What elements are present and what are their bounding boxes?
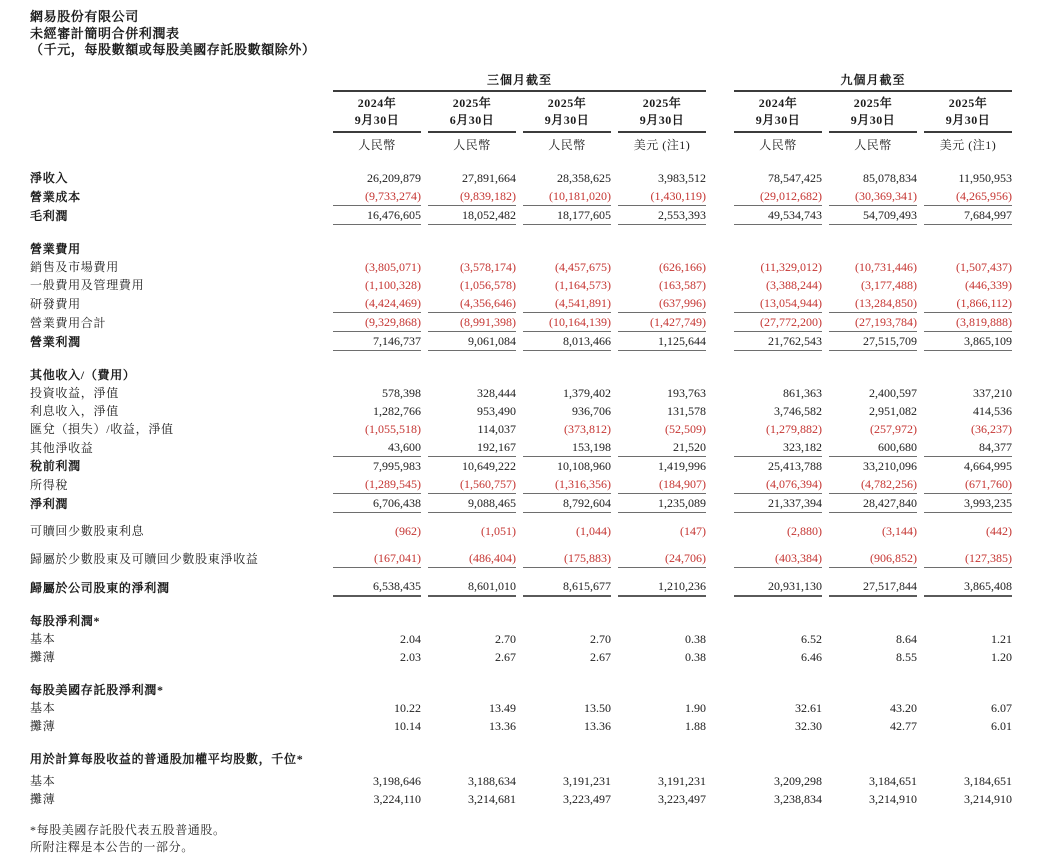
cell-value: (637,996) — [618, 294, 706, 313]
cell-value: 25,413,788 — [768, 458, 822, 473]
cell-value: 8.55 — [896, 649, 917, 664]
table-row — [30, 522, 1018, 540]
cell-value: (1,507,437) — [956, 259, 1012, 274]
section-header-row — [30, 612, 1018, 630]
row-label: 研發費用 — [30, 296, 81, 311]
cell-value: (163,587) — [659, 277, 706, 292]
currency-header: 人民幣 — [759, 137, 797, 152]
cell-value: 28,358,625 — [557, 170, 611, 185]
table-group-header-row — [30, 71, 1018, 92]
cell-value: (3,578,174) — [460, 259, 516, 274]
cell-value: 16,476,605 — [333, 206, 421, 225]
cell-value: 13.50 — [584, 700, 611, 715]
table-row — [30, 420, 1018, 438]
cell-value: 32.30 — [795, 718, 822, 733]
statement-title: 未經審計簡明合併利潤表 — [30, 25, 180, 41]
cell-value: 2.70 — [590, 631, 611, 646]
cell-value: 21,520 — [618, 438, 706, 457]
cell-value: 7,995,983 — [373, 458, 421, 473]
cell-value: (27,772,200) — [734, 313, 822, 332]
cell-value: 2,553,393 — [618, 206, 706, 225]
cell-value: 13.36 — [489, 718, 516, 733]
row-label: 營業費用 — [30, 241, 81, 256]
cell-value: 131,578 — [667, 403, 706, 418]
cell-value: (1,560,757) — [428, 475, 516, 494]
table-row — [30, 549, 1018, 568]
cell-value: 10,108,960 — [557, 458, 611, 473]
cell-value: 27,517,844 — [829, 577, 917, 597]
cell-value: 3,865,109 — [924, 332, 1012, 351]
cell-value: 6,706,438 — [333, 494, 421, 513]
cell-value: (11,329,012) — [760, 259, 822, 274]
cell-value: (1,044) — [576, 523, 611, 538]
row-label: 基本 — [30, 631, 56, 646]
cell-value: (10,164,139) — [523, 313, 611, 332]
cell-value: (13,284,850) — [829, 294, 917, 313]
cell-value: 8,013,466 — [523, 332, 611, 351]
cell-value: (52,509) — [665, 421, 706, 436]
cell-value: 6,538,435 — [333, 577, 421, 597]
column-date: 6月30日 — [449, 112, 495, 127]
row-label: 營業利潤 — [30, 334, 81, 349]
cell-value: 1.90 — [685, 700, 706, 715]
cell-value: 21,337,394 — [734, 494, 822, 513]
cell-value: 1.21 — [991, 631, 1012, 646]
table-row — [30, 276, 1018, 294]
cell-value: 1,125,644 — [618, 332, 706, 351]
cell-value: 43.20 — [890, 700, 917, 715]
cell-value: (1,055,518) — [365, 421, 421, 436]
cell-value: 2.67 — [590, 649, 611, 664]
unit-note: （千元，每股數額或每股美國存託股數額除外） — [30, 42, 316, 57]
row-label: 淨利潤 — [30, 496, 69, 511]
row-label: 投資收益，淨值 — [30, 385, 119, 400]
cell-value: (147) — [680, 523, 706, 538]
table-row — [30, 699, 1018, 717]
cell-value: 8,601,010 — [428, 577, 516, 597]
cell-value: 8,615,677 — [523, 577, 611, 597]
cell-value: (4,782,256) — [829, 475, 917, 494]
table-row — [30, 294, 1018, 313]
cell-value: 3,209,298 — [774, 773, 822, 788]
column-header — [428, 92, 516, 133]
table-row — [30, 648, 1018, 666]
cell-value: (24,706) — [618, 549, 706, 568]
cell-value: 11,950,953 — [958, 170, 1012, 185]
cell-value: (175,883) — [523, 549, 611, 568]
cell-value: 8.64 — [896, 631, 917, 646]
cell-value: (3,177,488) — [861, 277, 917, 292]
column-header — [523, 92, 611, 133]
cell-value: 2.70 — [495, 631, 516, 646]
table-row — [30, 457, 1018, 475]
cell-value: 0.38 — [685, 649, 706, 664]
cell-value: (3,144) — [882, 523, 917, 538]
cell-value: 3,214,910 — [869, 791, 917, 806]
row-label: 稅前利潤 — [30, 458, 81, 473]
table-row — [30, 187, 1018, 206]
cell-value: 3,214,681 — [468, 791, 516, 806]
cell-value: 42.77 — [890, 718, 917, 733]
cell-value: 3,223,497 — [658, 791, 706, 806]
row-label: 歸屬於公司股東的淨利潤 — [30, 580, 170, 595]
section-header-row — [30, 681, 1018, 699]
cell-value: 9,061,084 — [428, 332, 516, 351]
section-header-row — [30, 750, 1018, 768]
row-label: 營業成本 — [30, 189, 81, 204]
cell-value: 3,865,408 — [924, 577, 1012, 597]
table-column-header-row — [30, 92, 1018, 133]
cell-value: 18,052,482 — [428, 206, 516, 225]
cell-value: (8,991,398) — [428, 313, 516, 332]
cell-value: (2,880) — [787, 523, 822, 538]
cell-value: 861,363 — [783, 385, 822, 400]
cell-value: 33,210,096 — [863, 458, 917, 473]
table-header — [30, 71, 1018, 154]
row-label: 攤薄 — [30, 649, 56, 664]
cell-value: (36,237) — [971, 421, 1012, 436]
cell-value: 953,490 — [477, 403, 516, 418]
table-row — [30, 402, 1018, 420]
cell-value: (626,166) — [659, 259, 706, 274]
row-label: 其他淨收益 — [30, 440, 94, 455]
cell-value: 27,891,664 — [462, 170, 516, 185]
cell-value: (257,972) — [870, 421, 917, 436]
column-year: 2025年 — [948, 95, 988, 110]
cell-value: 20,931,130 — [734, 577, 822, 597]
table-row — [30, 313, 1018, 332]
table-row — [30, 630, 1018, 648]
statement-table — [30, 71, 1018, 808]
cell-value: (1,279,882) — [766, 421, 822, 436]
cell-value: 6.01 — [991, 718, 1012, 733]
cell-value: 78,547,425 — [768, 170, 822, 185]
row-label: 銷售及市場費用 — [30, 259, 119, 274]
cell-value: 192,167 — [428, 438, 516, 457]
column-year: 2025年 — [853, 95, 893, 110]
cell-value: 6.07 — [991, 700, 1012, 715]
footnote-accompanying-notes: 所附注釋是本公告的一部分。 — [30, 839, 194, 854]
cell-value: (4,076,394) — [734, 475, 822, 494]
table-body — [30, 169, 1018, 808]
cell-value: 2,400,597 — [869, 385, 917, 400]
row-label: 匯兌（損失）/收益，淨值 — [30, 421, 174, 436]
cell-value: 337,210 — [973, 385, 1012, 400]
cell-value: 7,146,737 — [333, 332, 421, 351]
row-label: 基本 — [30, 700, 56, 715]
cell-value: 84,377 — [924, 438, 1012, 457]
row-label: 攤薄 — [30, 718, 56, 733]
column-header — [924, 92, 1012, 133]
table-row — [30, 169, 1018, 187]
cell-value: (10,181,020) — [523, 187, 611, 206]
row-label: 用於計算每股收益的普通股加權平均股數，千位* — [30, 751, 304, 766]
cell-value: 10.14 — [394, 718, 421, 733]
cell-value: 3,198,646 — [373, 773, 421, 788]
cell-value: (9,839,182) — [428, 187, 516, 206]
cell-value: (1,289,545) — [333, 475, 421, 494]
currency-header: 人民幣 — [358, 137, 396, 152]
section-header-row — [30, 240, 1018, 258]
cell-value: (1,316,356) — [523, 475, 611, 494]
cell-value: (4,457,675) — [555, 259, 611, 274]
cell-value: 3,238,834 — [774, 791, 822, 806]
currency-header: 人民幣 — [453, 137, 491, 152]
table-row — [30, 717, 1018, 735]
cell-value: (671,760) — [924, 475, 1012, 494]
cell-value: (906,852) — [829, 549, 917, 568]
currency-header: 美元 (注1) — [633, 137, 691, 152]
cell-value: 3,746,582 — [774, 403, 822, 418]
table-row — [30, 790, 1018, 808]
row-label: 基本 — [30, 773, 56, 788]
cell-value: (29,012,682) — [734, 187, 822, 206]
cell-value: (13,054,944) — [734, 294, 822, 313]
cell-value: (4,265,956) — [924, 187, 1012, 206]
table-currency-row — [30, 133, 1018, 154]
cell-value: 2.67 — [495, 649, 516, 664]
row-label: 可贖回少數股東利息 — [30, 523, 145, 538]
cell-value: 0.38 — [685, 631, 706, 646]
cell-value: (4,541,891) — [523, 294, 611, 313]
cell-value: 414,536 — [973, 403, 1012, 418]
cell-value: (486,404) — [428, 549, 516, 568]
cell-value: (1,866,112) — [924, 294, 1012, 313]
table-row — [30, 438, 1018, 457]
column-date: 9月30日 — [544, 112, 590, 127]
cell-value: (3,819,888) — [924, 313, 1012, 332]
currency-header: 人民幣 — [854, 137, 892, 152]
table-row — [30, 475, 1018, 494]
cell-value: (167,041) — [333, 549, 421, 568]
cell-value: 85,078,834 — [863, 170, 917, 185]
cell-value: 3,224,110 — [373, 791, 421, 806]
row-label: 其他收入/（費用） — [30, 367, 136, 382]
column-date: 9月30日 — [850, 112, 896, 127]
cell-value: 27,515,709 — [829, 332, 917, 351]
cell-value: 9,088,465 — [428, 494, 516, 513]
cell-value: 21,762,543 — [734, 332, 822, 351]
footnotes — [30, 822, 1018, 856]
cell-value: (962) — [395, 523, 421, 538]
table-row — [30, 577, 1018, 597]
column-header — [734, 92, 822, 133]
cell-value: 1.88 — [685, 718, 706, 733]
company-name: 網易股份有限公司 — [30, 9, 139, 24]
title-block — [30, 9, 1018, 59]
cell-value: (27,193,784) — [829, 313, 917, 332]
row-label: 每股淨利潤* — [30, 613, 101, 628]
cell-value: 28,427,840 — [829, 494, 917, 513]
cell-value: 1,282,766 — [373, 403, 421, 418]
cell-value: 578,398 — [382, 385, 421, 400]
cell-value: 3,993,235 — [924, 494, 1012, 513]
cell-value: 193,763 — [667, 385, 706, 400]
cell-value: 3,191,231 — [563, 773, 611, 788]
table-row — [30, 772, 1018, 790]
cell-value: 1,235,089 — [618, 494, 706, 513]
column-date: 9月30日 — [639, 112, 685, 127]
cell-value: (9,329,868) — [333, 313, 421, 332]
row-label: 營業費用合計 — [30, 315, 107, 330]
table-row — [30, 494, 1018, 513]
section-header-row — [30, 366, 1018, 384]
cell-value: 114,037 — [477, 421, 516, 436]
cell-value: 49,534,743 — [734, 206, 822, 225]
footnote-ads-ratio: *每股美國存託股代表五股普通股。 — [30, 822, 226, 837]
cell-value: 13.36 — [584, 718, 611, 733]
cell-value: 10.22 — [394, 700, 421, 715]
column-header — [618, 92, 706, 133]
cell-value: (1,100,328) — [365, 277, 421, 292]
cell-value: 1,210,236 — [618, 577, 706, 597]
cell-value: 3,214,910 — [964, 791, 1012, 806]
cell-value: 4,664,995 — [964, 458, 1012, 473]
cell-value: (4,424,469) — [333, 294, 421, 313]
row-label: 歸屬於少數股東及可贖回少數股東淨收益 — [30, 551, 259, 566]
period-group-header: 三個月截至 — [333, 71, 706, 92]
cell-value: 2.03 — [400, 649, 421, 664]
table-row — [30, 258, 1018, 276]
cell-value: 323,182 — [734, 438, 822, 457]
cell-value: 18,177,605 — [523, 206, 611, 225]
cell-value: (1,164,573) — [555, 277, 611, 292]
cell-value: 3,184,651 — [964, 773, 1012, 788]
cell-value: (403,384) — [734, 549, 822, 568]
cell-value: 153,198 — [523, 438, 611, 457]
cell-value: (10,731,446) — [855, 259, 917, 274]
cell-value: (4,356,646) — [428, 294, 516, 313]
column-header — [829, 92, 917, 133]
cell-value: 13.49 — [489, 700, 516, 715]
cell-value: (127,385) — [924, 549, 1012, 568]
column-date: 9月30日 — [354, 112, 400, 127]
column-year: 2024年 — [357, 95, 397, 110]
column-header — [333, 92, 421, 133]
column-year: 2025年 — [642, 95, 682, 110]
row-label: 所得稅 — [30, 477, 69, 492]
cell-value: 1,379,402 — [563, 385, 611, 400]
cell-value: (1,051) — [481, 523, 516, 538]
cell-value: 7,684,997 — [924, 206, 1012, 225]
cell-value: 8,792,604 — [523, 494, 611, 513]
currency-header: 美元 (注1) — [939, 137, 997, 152]
currency-header: 人民幣 — [548, 137, 586, 152]
cell-value: 1.20 — [991, 649, 1012, 664]
cell-value: 10,649,222 — [462, 458, 516, 473]
cell-value: 6.46 — [801, 649, 822, 664]
row-label: 攤薄 — [30, 791, 56, 806]
cell-value: 3,223,497 — [563, 791, 611, 806]
cell-value: 3,191,231 — [658, 773, 706, 788]
row-label: 淨收入 — [30, 170, 69, 185]
cell-value: (373,812) — [564, 421, 611, 436]
column-date: 9月30日 — [755, 112, 801, 127]
cell-value: 2.04 — [400, 631, 421, 646]
row-label: 毛利潤 — [30, 208, 69, 223]
cell-value: 6.52 — [801, 631, 822, 646]
cell-value: 26,209,879 — [367, 170, 421, 185]
cell-value: 936,706 — [572, 403, 611, 418]
cell-value: (3,805,071) — [365, 259, 421, 274]
table-row — [30, 332, 1018, 351]
cell-value: 43,600 — [333, 438, 421, 457]
cell-value: 54,709,493 — [829, 206, 917, 225]
column-year: 2025年 — [547, 95, 587, 110]
row-label: 一般費用及管理費用 — [30, 277, 145, 292]
column-date: 9月30日 — [945, 112, 991, 127]
cell-value: (184,907) — [618, 475, 706, 494]
cell-value: 328,444 — [477, 385, 516, 400]
cell-value: 32.61 — [795, 700, 822, 715]
column-year: 2025年 — [452, 95, 492, 110]
cell-value: (442) — [986, 523, 1012, 538]
table-row — [30, 384, 1018, 402]
table-row — [30, 206, 1018, 225]
cell-value: 3,983,512 — [658, 170, 706, 185]
cell-value: 600,680 — [829, 438, 917, 457]
cell-value: (1,056,578) — [460, 277, 516, 292]
cell-value: (1,427,749) — [618, 313, 706, 332]
cell-value: 1,419,996 — [658, 458, 706, 473]
cell-value: (1,430,119) — [618, 187, 706, 206]
cell-value: 2,951,082 — [869, 403, 917, 418]
row-label: 每股美國存託股淨利潤* — [30, 682, 164, 697]
cell-value: (446,339) — [965, 277, 1012, 292]
cell-value: (3,388,244) — [766, 277, 822, 292]
cell-value: 3,188,634 — [468, 773, 516, 788]
column-year: 2024年 — [758, 95, 798, 110]
row-label: 利息收入，淨值 — [30, 403, 119, 418]
cell-value: (30,369,341) — [829, 187, 917, 206]
cell-value: 3,184,651 — [869, 773, 917, 788]
period-group-header: 九個月截至 — [734, 71, 1012, 92]
cell-value: (9,733,274) — [333, 187, 421, 206]
